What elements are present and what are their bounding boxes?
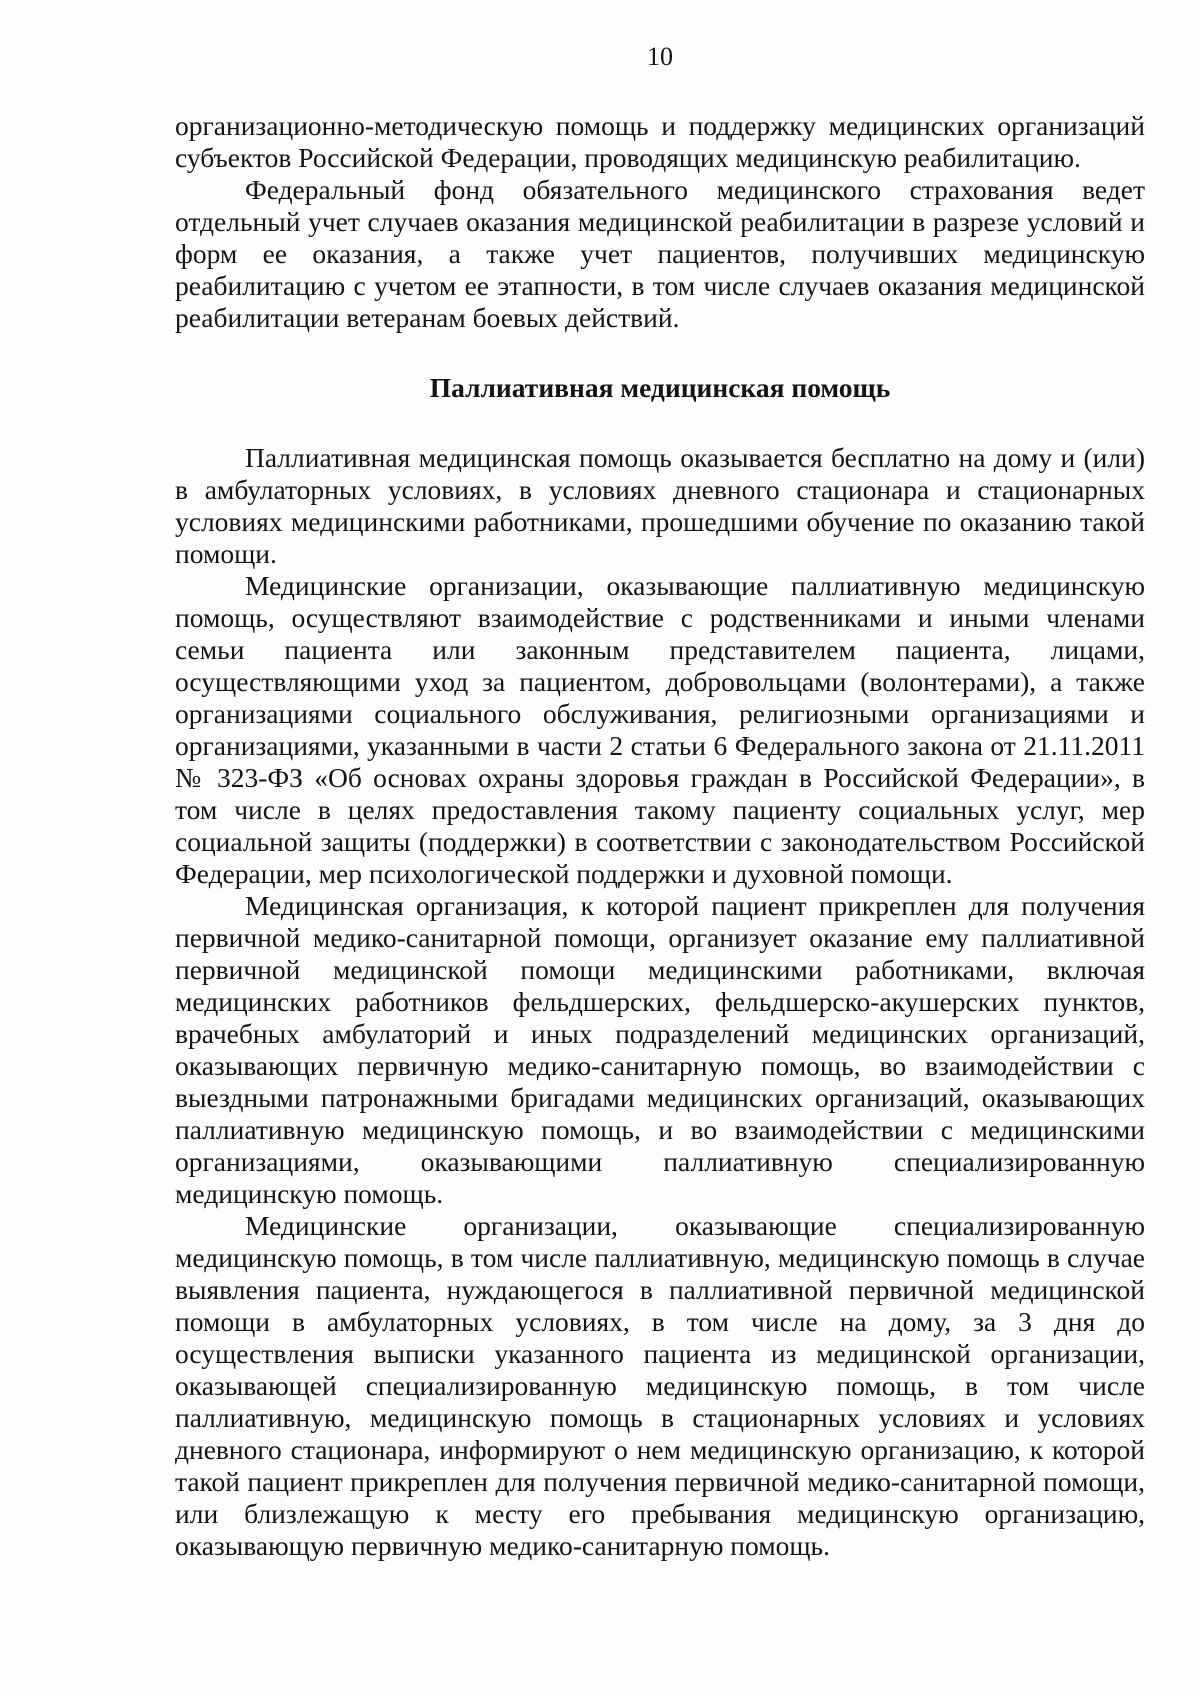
paragraph-ffoms-accounting: Федеральный фонд обязательного медицинского страхования ведет отдельный учет случаев оказания медицинской реабилитации в разрезе условий и форм ее оказания, а также учет пациентов, получивших медицинскую реабилитацию с учетом ее этапности, в том числе случаев оказания медицинской реабилитации ветеранам боевых действий. xyxy=(175,174,1145,333)
paragraph-continuation: организационно-методическую помощь и поддержку медицинских организаций субъектов Российской Федерации, проводящих медицинскую реабилитацию. xyxy=(175,110,1145,173)
document-body xyxy=(175,110,1145,1562)
paragraph-primary-care: Медицинская организация, к которой пациент прикреплен для получения первичной медико-санитарной помощи, организует оказание ему паллиативной первичной медицинской помощи медицинскими работниками, включая медицинских работников фельдшерских, фельдшерско-акушерских пунктов, врачебных амбулаторий и иных подразделений медицинских организаций, оказывающих первичную медико-санитарную помощь, во взаимодействии с выездными патронажными бригадами медицинских организаций, оказывающих паллиативную медицинскую помощь, и во взаимодействии с медицинскими организациями, оказывающими паллиативную специализированную медицинскую помощь. xyxy=(175,890,1145,1209)
paragraph-discharge-notification: Медицинские организации, оказывающие специализированную медицинскую помощь, в том числе паллиативную, медицинскую помощь в случае выявления пациента, нуждающегося в паллиативной первичной медицинской помощи в амбулаторных условиях, в том числе на дому, за 3 дня до осуществления выписки указанного пациента из медицинской организации, оказывающей специализированную медицинскую помощь, в том числе паллиативную, медицинскую помощь в стационарных условиях и условиях дневного стационара, информируют о нем медицинскую организацию, к которой такой пациент прикреплен для получения первичной медико-санитарной помощи, или близлежащую к месту его пребывания медицинскую организацию, оказывающую первичную медико-санитарную помощь. xyxy=(175,1210,1145,1561)
page-number: 10 xyxy=(647,42,673,71)
paragraph-palliative-provision: Паллиативная медицинская помощь оказывается бесплатно на дому и (или) в амбулаторных условиях, в условиях дневного стационара и стационарных условиях медицинскими работниками, прошедшими обучение по оказанию такой помощи. xyxy=(175,442,1145,569)
section-heading: Паллиативная медицинская помощь xyxy=(429,372,891,403)
paragraph-interaction: Медицинские организации, оказывающие паллиативную медицинскую помощь, осуществляют взаимодействие с родственниками и иными членами семьи пациента или законным представителем пациента, лицами, осуществляющими уход за пациентом, добровольцами (волонтерами), а также организациями социального обслуживания, религиозными организациями и организациями, указанными в части 2 статьи 6 Федерального закона от 21.11.2011 № 323-ФЗ «Об основах охраны здоровья граждан в Российской Федерации», в том числе в целях предоставления такому пациенту социальных услуг, мер социальной защиты (поддержки) в соответствии с законодательством Российской Федерации, мер психологической поддержки и духовной помощи. xyxy=(175,570,1145,889)
